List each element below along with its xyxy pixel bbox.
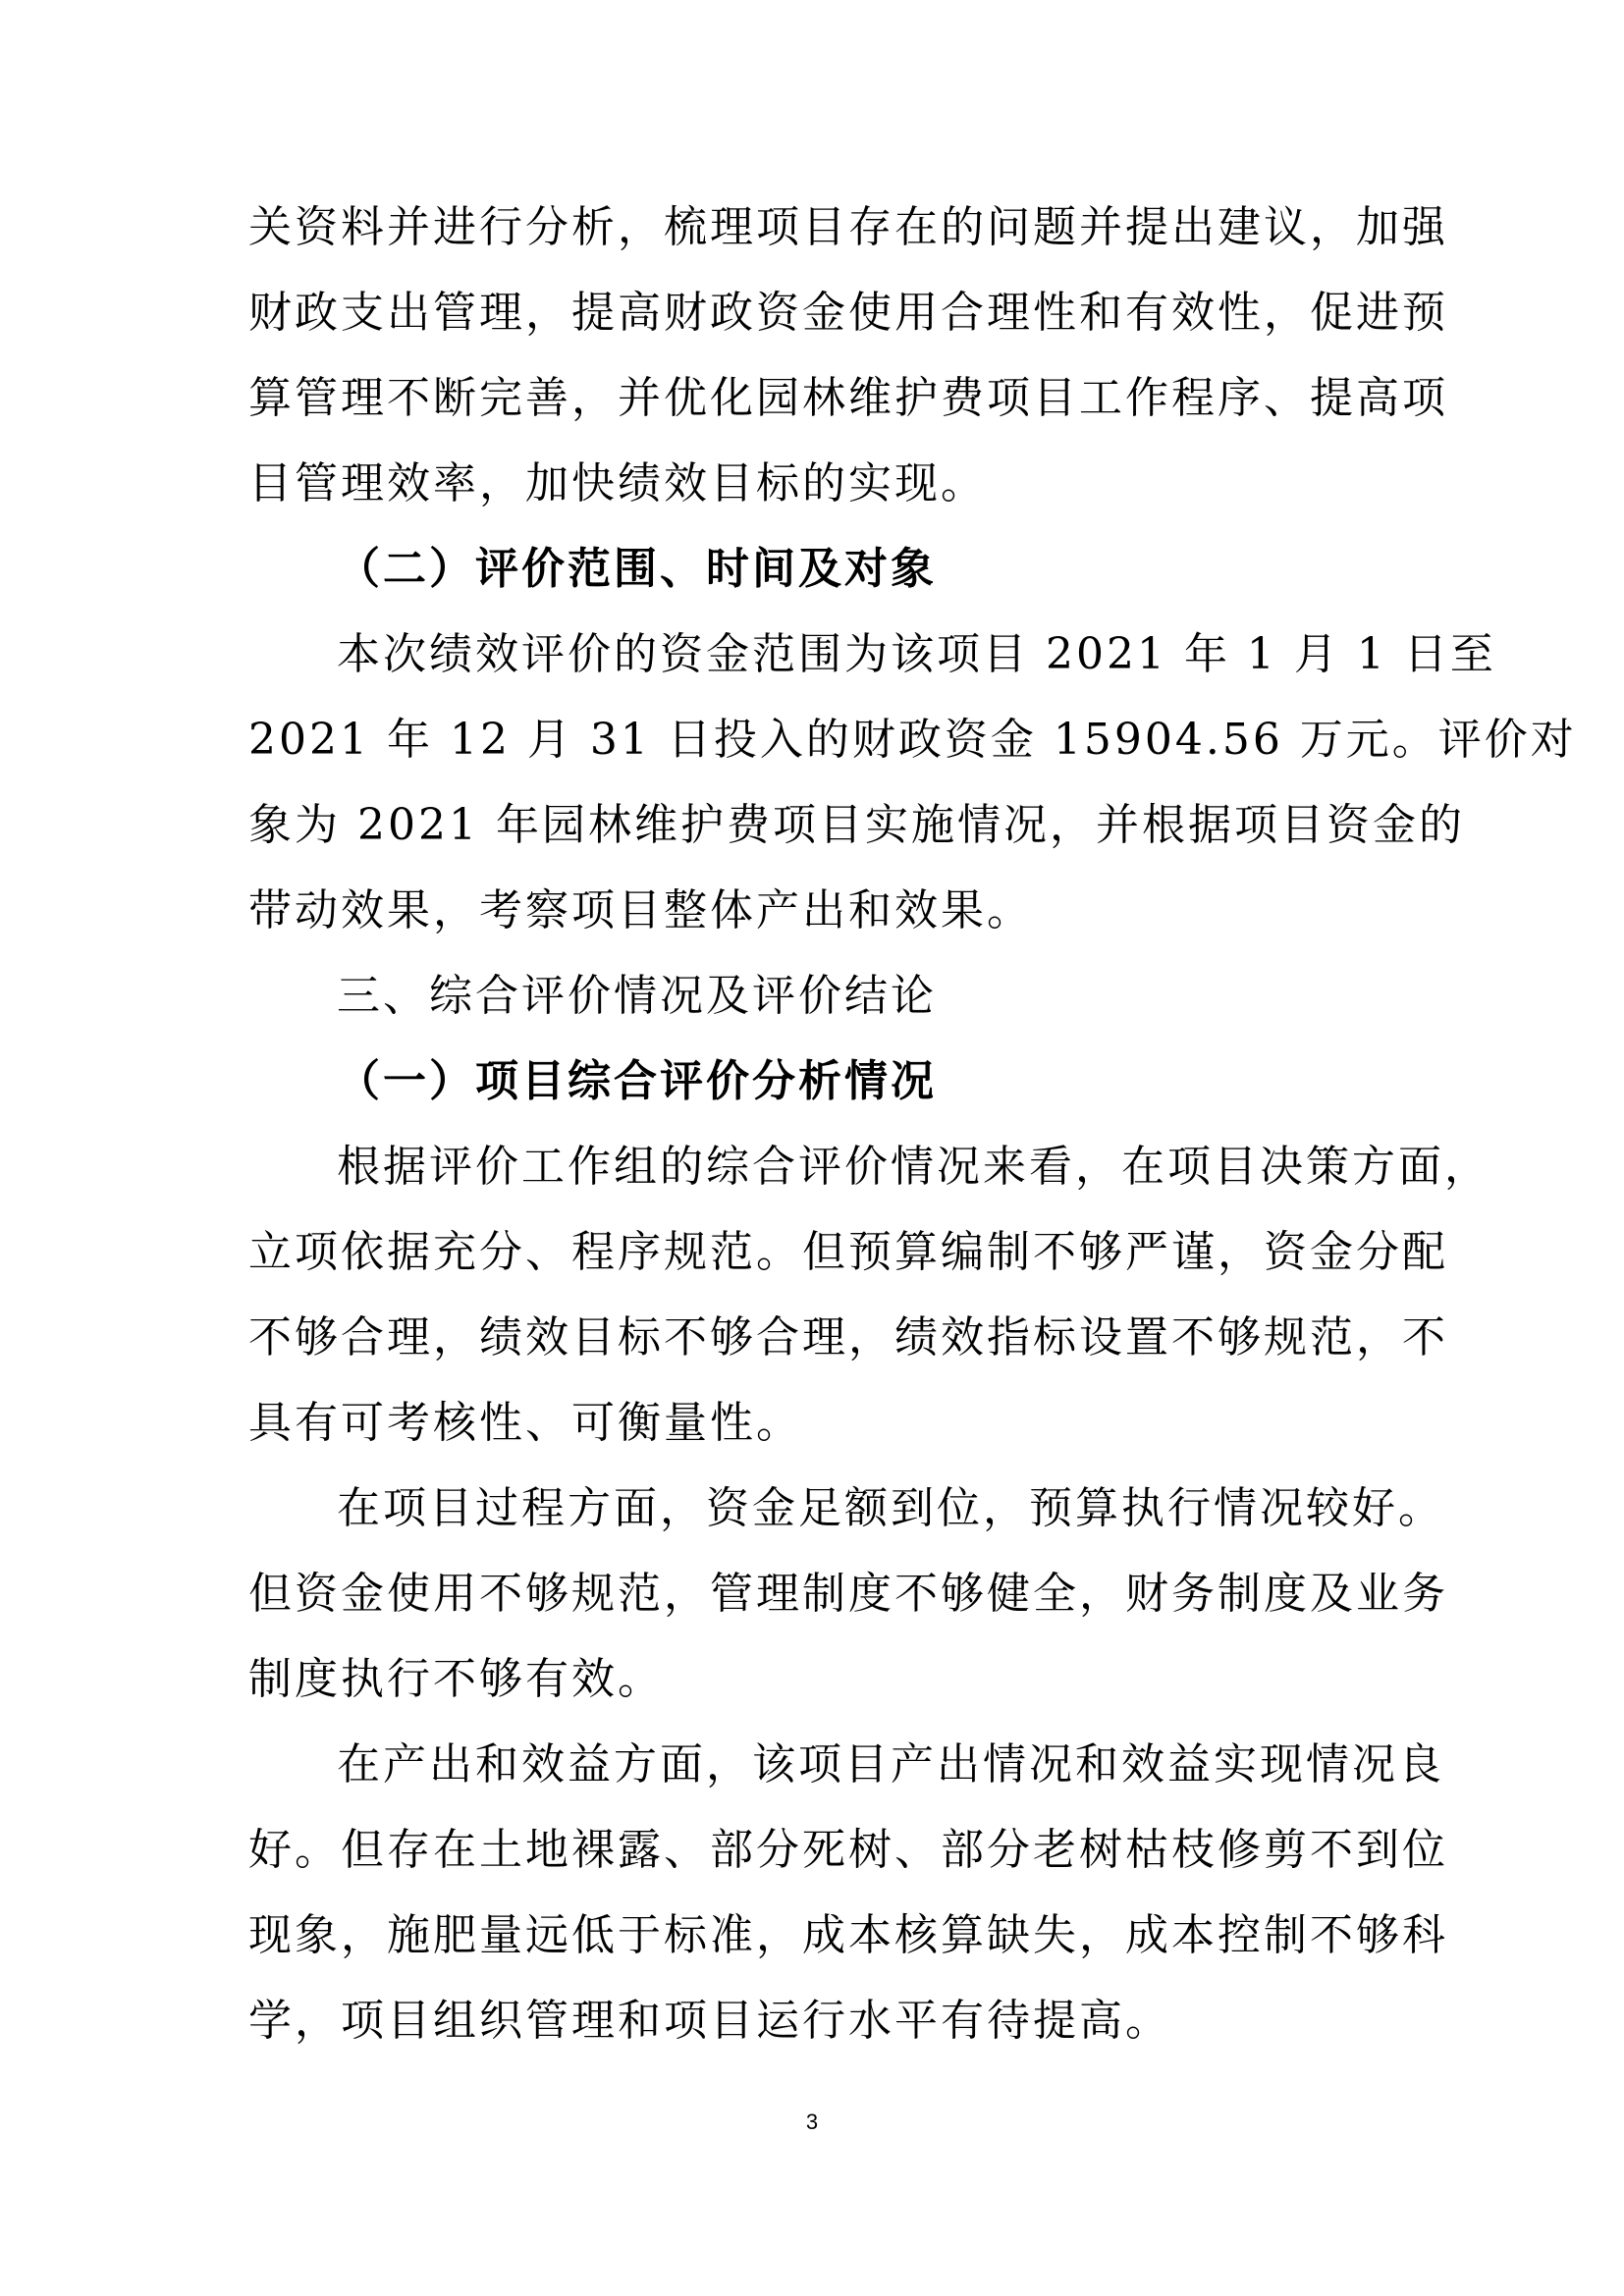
- chapter-heading: 三、综合评价情况及评价结论: [337, 971, 937, 1021]
- paragraph-line: 不够合理，绩效目标不够合理，绩效指标设置不够规范，不: [248, 1312, 1448, 1362]
- paragraph-line: 根据评价工作组的综合评价情况来看，在项目决策方面，: [337, 1142, 1490, 1192]
- paragraph-line: 具有可考核性、可衡量性。: [248, 1398, 802, 1448]
- paragraph-line: 现象，施肥量远低于标准，成本核算缺失，成本控制不够科: [248, 1910, 1448, 1960]
- paragraph-line: 在项目过程方面，资金足额到位，预算执行情况较好。: [337, 1483, 1444, 1533]
- paragraph-line: 好。但存在土地裸露、部分死树、部分老树枯枝修剪不到位: [248, 1825, 1448, 1875]
- section-heading: （一）项目综合评价分析情况: [337, 1056, 937, 1106]
- paragraph-line: 2021 年 12 月 31 日投入的财政资金 15904.56 万元。评价对: [248, 715, 1577, 765]
- paragraph-line: 本次绩效评价的资金范围为该项目 2021 年 1 月 1 日至: [337, 629, 1496, 679]
- paragraph-line: 财政支出管理，提高财政资金使用合理性和有效性，促进预: [248, 288, 1448, 338]
- paragraph-line: 算管理不断完善，并优化园林维护费项目工作程序、提高项: [248, 373, 1448, 423]
- paragraph-line: 带动效果，考察项目整体产出和效果。: [248, 885, 1033, 935]
- paragraph-line: 学，项目组织管理和项目运行水平有待提高。: [248, 1996, 1171, 2046]
- paragraph-line: 象为 2021 年园林维护费项目实施情况，并根据项目资金的: [248, 800, 1465, 850]
- paragraph-line: 在产出和效益方面，该项目产出情况和效益实现情况良: [337, 1739, 1444, 1789]
- paragraph-line: 关资料并进行分析，梳理项目存在的问题并提出建议，加强: [248, 202, 1448, 252]
- paragraph-line: 立项依据充分、程序规范。但预算编制不够严谨，资金分配: [248, 1227, 1448, 1277]
- paragraph-line: 目管理效率，加快绩效目标的实现。: [248, 458, 987, 508]
- paragraph-line: 制度执行不够有效。: [248, 1654, 664, 1704]
- page-number: 3: [805, 2109, 819, 2134]
- section-heading: （二）评价范围、时间及对象: [337, 544, 937, 594]
- paragraph-line: 但资金使用不够规范，管理制度不够健全，财务制度及业务: [248, 1569, 1448, 1619]
